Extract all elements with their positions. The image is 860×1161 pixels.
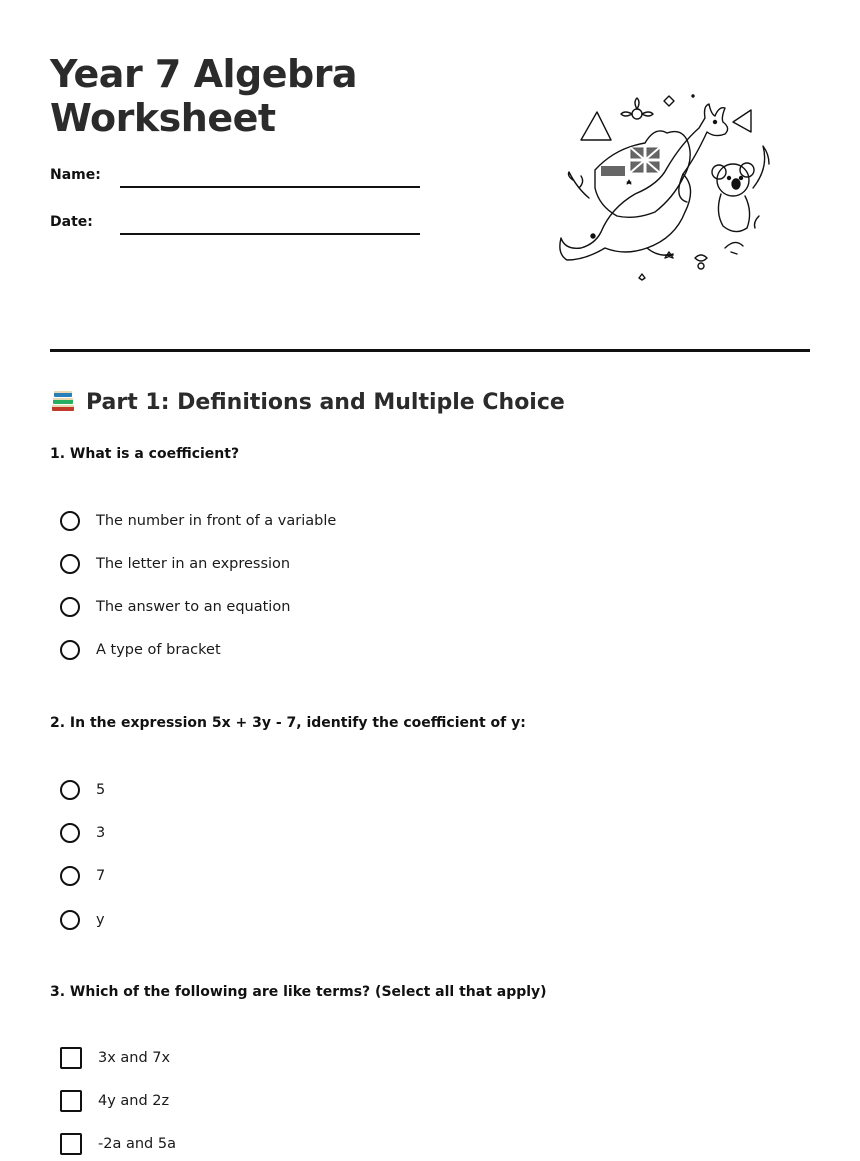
kangaroo-icon [560, 104, 728, 260]
checkbox[interactable] [60, 1133, 82, 1155]
radio-button[interactable] [60, 780, 80, 800]
triangle-icon [581, 112, 611, 140]
option-label: 4y and 2z [98, 1093, 170, 1109]
option-label: A type of bracket [96, 642, 221, 658]
worksheet-title [50, 52, 357, 140]
radio-button[interactable] [60, 640, 80, 660]
option-label: y [96, 912, 105, 928]
diamond-icon [664, 96, 674, 106]
section-heading-text: Part 1: Definitions and Multiple Choice [86, 389, 565, 415]
books-icon [50, 389, 76, 415]
radio-button[interactable] [60, 823, 80, 843]
name-line[interactable] [120, 186, 420, 188]
question-1-option-1[interactable] [60, 511, 336, 531]
flower-icon [621, 98, 653, 119]
question-2: 2. In the expression 5x + 3y - 7, identify the coefficient of y: [50, 715, 526, 731]
radio-button[interactable] [60, 554, 80, 574]
question-2-option-2[interactable] [60, 823, 105, 843]
question-1-option-3[interactable] [60, 597, 290, 617]
checkbox[interactable] [60, 1047, 82, 1069]
name-field-row [50, 166, 420, 184]
question-2-option-4[interactable] [60, 910, 105, 930]
date-label: Date: [50, 214, 93, 230]
date-field-row [50, 213, 420, 231]
option-label: The answer to an equation [96, 599, 291, 615]
divider-rule [50, 349, 810, 352]
question-3-option-1[interactable] [60, 1047, 170, 1069]
triangle-icon-2 [733, 110, 751, 132]
option-label: 5 [96, 782, 106, 798]
option-label: 3 [96, 825, 106, 841]
leaf-icon [569, 172, 590, 198]
question-2-option-3[interactable] [60, 866, 105, 886]
question-2-option-1[interactable] [60, 780, 105, 800]
option-label: The number in front of a variable [96, 513, 337, 529]
question-3: 3. Which of the following are like terms? (Select all that apply) [50, 984, 547, 1000]
option-label: The letter in an expression [96, 556, 291, 572]
radio-button[interactable] [60, 910, 80, 930]
section-heading [50, 389, 565, 415]
question-3-option-2[interactable] [60, 1090, 169, 1112]
option-label: -2a and 5a [98, 1136, 176, 1152]
koala-icon [712, 146, 769, 232]
question-1-option-4[interactable] [60, 640, 221, 660]
radio-button[interactable] [60, 597, 80, 617]
question-1: 1. What is a coefficient? [50, 446, 240, 462]
australia-kangaroo-koala-illustration [555, 88, 775, 288]
checkbox[interactable] [60, 1090, 82, 1112]
title-line-1: Year 7 Algebra [50, 52, 358, 96]
question-1-option-2[interactable] [60, 554, 290, 574]
name-label: Name: [50, 167, 101, 183]
radio-button[interactable] [60, 866, 80, 886]
date-line[interactable] [120, 233, 420, 235]
option-label: 7 [96, 868, 106, 884]
radio-button[interactable] [60, 511, 80, 531]
small-flowers-icon [639, 242, 743, 280]
option-label: 3x and 7x [98, 1050, 171, 1066]
title-line-2: Worksheet [50, 96, 276, 140]
flag-icon [631, 148, 659, 172]
question-3-option-3[interactable] [60, 1133, 176, 1155]
